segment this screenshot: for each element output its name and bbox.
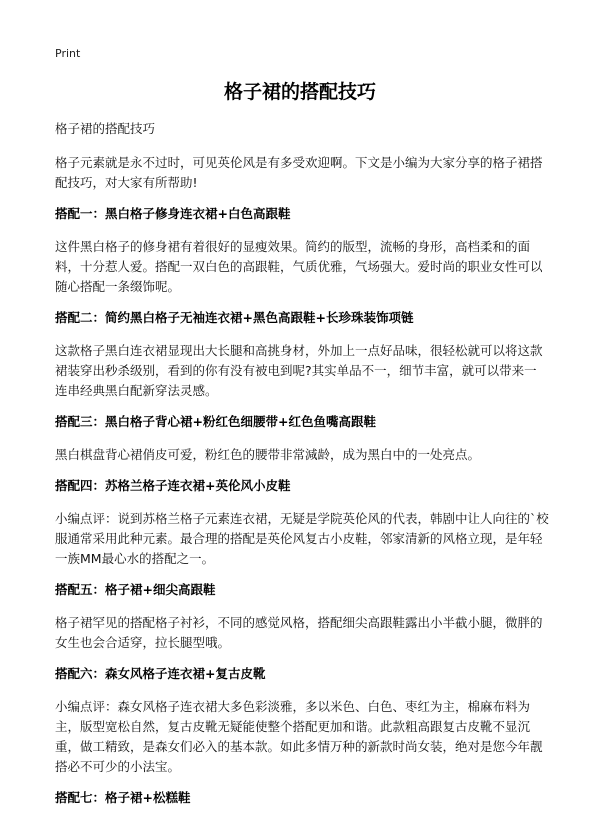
section-heading-7: 搭配七：格子裙+松糕鞋 xyxy=(55,790,191,805)
section-text-2: 这款格子黑白连衣裙显现出大长腿和高挑身材，外加上一点好品味，很轻松就可以将这款裙装穿出秒杀级别，看到的你有没有被电到呢?其实单品不一，细节丰富，就可以带来一连串经典黑白配新穿法灵感。 xyxy=(55,343,543,398)
section-heading-1: 搭配一：黑白格子修身连衣裙+白色高跟鞋 xyxy=(55,206,291,221)
section-heading-6: 搭配六：森女风格子连衣裙+复古皮靴 xyxy=(55,666,266,681)
section-text-6: 小编点评：森女风格子连衣裙大多色彩淡雅，多以米色、白色、枣红为主，棉麻布料为主，版型宽松自然，复古皮靴无疑能使整个搭配更加和谐。此款粗高跟复古皮靴不显沉重，做工精致，是森女们必入的基本款。如此多情万种的新款时尚女装，绝对是您今年靓搭必不可少的小法宝。 xyxy=(55,699,543,774)
section-text-3: 黑白棋盘背心裙俏皮可爱，粉红色的腰带非常減龄，成为黑白中的一处亮点。 xyxy=(55,447,481,462)
article-body xyxy=(55,120,549,821)
intro-paragraph: 格子元素就是永不过时，可见英伦风是有多受欢迎啊。下文是小编为大家分享的格子裙搭配技巧，对大家有所帮助! xyxy=(55,155,543,190)
page-title: 格子裙的搭配技巧 xyxy=(223,81,376,103)
section-heading-5: 搭配五：格子裙+细尖高跟鞋 xyxy=(55,582,216,597)
section-heading-4: 搭配四：苏格兰格子连衣裙+英伦风小皮鞋 xyxy=(55,478,291,493)
section-heading-2: 搭配二：简约黑白格子无袖连衣裙+黑色高跟鞋+长珍珠装饰项链 xyxy=(55,310,414,325)
section-text-5: 格子裙罕见的搭配格子衬衫，不同的感觉风格，搭配细尖高跟鞋露出小半截小腿，微胖的女生也会合适穿，拉长腿型哦。 xyxy=(55,615,543,650)
section-text-4: 小编点评：说到苏格兰格子元素连衣裙，无疑是学院英伦风的代表，韩剧中让人向往的`校服通常采用此种元素。最合理的搭配是英伦风复古小皮鞋，邻家清新的风格立现，是年轻一族MM最心水的搭配之一。 xyxy=(55,511,549,566)
section-text-1: 这件黑白格子的修身裙有着很好的显瘦效果。简约的版型，流畅的身形，高档柔和的面料，十分惹人爱。搭配一双白色的高跟鞋，气质优雅，气场强大。爱时尚的职业女性可以随心搭配一条缀饰呢。 xyxy=(55,239,543,294)
section-heading-3: 搭配三：黑白格子背心裙+粉红色细腰带+红色鱼嘴高跟鞋 xyxy=(55,414,376,429)
print-label: Print xyxy=(55,47,81,60)
article-subtitle: 格子裙的搭配技巧 xyxy=(55,121,156,136)
